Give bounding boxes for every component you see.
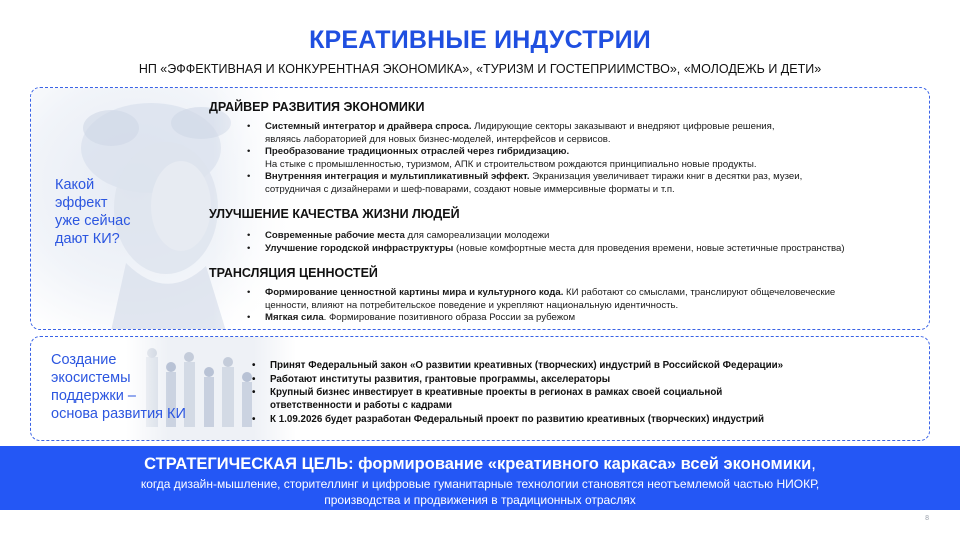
banner-headline: СТРАТЕГИЧЕСКАЯ ЦЕЛЬ: формирование «креативного каркаса» всей экономики,: [144, 455, 816, 473]
list-item: • Внутренняя интеграция и мультипликативный эффект. Экранизация увеличивает тиражи книг в десятки раз, музеи, сотрудничая с дизайнерами и шеф-поварами, создают новые иммерсивные форматы и т.п.: [247, 171, 917, 196]
list-item: • Формирование ценностной картины мира и культурного кода. КИ работают со смыслами, транслируют общечеловеческие ценности, влияют на потребительское поведение и укрепляют национальную идентичность.: [247, 287, 917, 312]
banner-line: производства и продвижения в традиционных отраслях: [324, 493, 636, 507]
values-list: [247, 287, 917, 325]
section-title-driver: ДРАЙВЕР РАЗВИТИЯ ЭКОНОМИКИ: [209, 100, 425, 114]
section-title-values: ТРАНСЛЯЦИЯ ЦЕННОСТЕЙ: [209, 266, 378, 280]
effect-question: [55, 176, 131, 248]
list-item: • К 1.09.2026 будет разработан Федеральный проект по развитию креативных (творческих) индустрий: [250, 413, 870, 426]
ecosystem-panel: [30, 336, 930, 441]
ecosystem-list: [250, 359, 870, 426]
quality-list: [247, 230, 917, 255]
driver-list: [247, 121, 917, 196]
label-line: Создание: [51, 352, 117, 368]
page-number: 8: [925, 515, 929, 522]
slide-title: КРЕАТИВНЫЕ ИНДУСТРИИ: [309, 26, 651, 54]
list-item: • Работают институты развития, грантовые программы, акселераторы: [250, 373, 870, 386]
ecosystem-label: [51, 351, 186, 423]
banner-line: когда дизайн-мышление, сторителлинг и цифровые гуманитарные технологии становятся неотъемлемой частью НИОКР,: [140, 477, 820, 491]
list-item: • Улучшение городской инфраструктуры (новые комфортные места для проведения времени, новые эстетичные пространства): [247, 243, 917, 256]
question-line: уже сейчас: [55, 213, 131, 229]
list-item: • Принят Федеральный закон «О развитии креативных (творческих) индустрий в Российской Федерации»: [250, 359, 870, 372]
question-line: эффект: [55, 195, 108, 211]
question-line: Какой: [55, 177, 95, 193]
list-item: • Крупный бизнес инвестирует в креативные проекты в регионах в рамках своей социальной ответственности и работы с кадрами: [250, 386, 870, 412]
question-line: дают КИ?: [55, 231, 120, 247]
section-title-quality: УЛУЧШЕНИЕ КАЧЕСТВА ЖИЗНИ ЛЮДЕЙ: [209, 207, 460, 221]
label-line: поддержки –: [51, 388, 136, 404]
list-item: • Современные рабочие места для самореализации молодежи: [247, 230, 917, 243]
label-line: основа развития КИ: [51, 406, 186, 422]
label-line: экосистемы: [51, 370, 131, 386]
slide-subtitle: НП «ЭФФЕКТИВНАЯ И КОНКУРЕНТНАЯ ЭКОНОМИКА», «ТУРИЗМ И ГОСТЕПРИИМСТВО», «МОЛОДЕЖЬ И ДЕТИ»: [138, 62, 822, 76]
list-item: • Преобразование традиционных отраслей через гибридизацию. На стыке с промышленностью, туризмом, АПК и строительством рождаются принципиально новые продукты.: [247, 146, 917, 171]
banner-description: [0, 476, 960, 508]
list-item: • Мягкая сила. Формирование позитивного образа России за рубежом: [247, 312, 917, 325]
strategic-goal-banner: [0, 446, 960, 510]
effects-panel: [30, 87, 930, 330]
list-item: • Системный интегратор и драйвера спроса. Лидирующие секторы заказывают и внедряют цифровые решения, являясь лабораторией для новых бизнес-моделей, интерфейсов и сервисов.: [247, 121, 917, 146]
